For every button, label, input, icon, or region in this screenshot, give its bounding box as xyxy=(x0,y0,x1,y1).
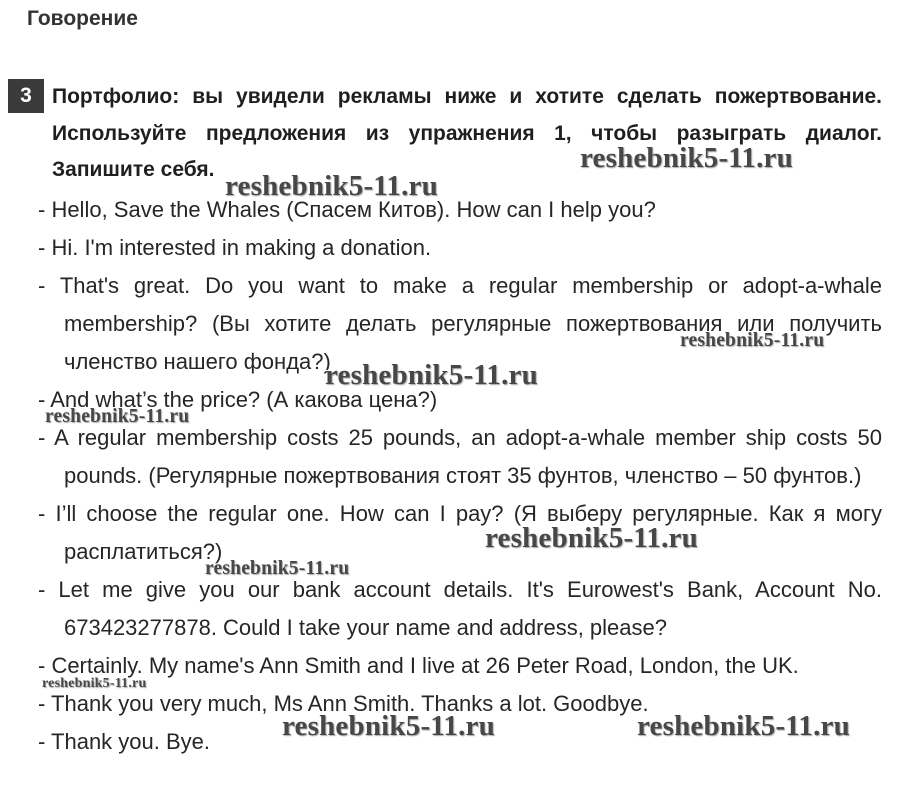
dialogue-item xyxy=(0,571,898,647)
dialogue-line-text: pounds. (Регулярные пожертвования стоят 35 фунтов, членство – 50 фунтов.) xyxy=(64,463,862,488)
watermark: reshebnik5-11.ru xyxy=(580,142,793,174)
task-line: Запишите себя. xyxy=(52,158,215,181)
dialogue-line-text: - And what’s the price? (А какова цена?) xyxy=(38,387,438,412)
dialogue-line-text: - A regular membership costs 25 pounds, an adopt-a-whale member ship costs 50 xyxy=(38,425,882,450)
dialogue-line-text: - Hi. I'm interested in making a donation. xyxy=(38,235,432,260)
dialogue-line-text: - Hello, Save the Whales (Спасем Китов). How can I help you? xyxy=(38,197,656,222)
dialogue-item xyxy=(0,229,898,267)
dialogue-line-text: membership? (Вы хотите делать регулярные пожертвования или получить xyxy=(64,311,882,336)
dialogue-line-text: - That's great. Do you want to make a regular membership or adopt-a-whale xyxy=(38,273,882,298)
dialogue-line-text: - Certainly. My name's Ann Smith and I live at 26 Peter Road, London, the UK. xyxy=(38,653,799,678)
dialogue-line-text: - Let me give you our bank account details. It's Eurowest's Bank, Account No. xyxy=(38,577,882,602)
dialogue-line-text: 673423277878. Could I take your name and address, please? xyxy=(64,615,667,640)
watermark: reshebnik5-11.ru xyxy=(680,330,825,351)
task-line: Используйте предложения из упражнения 1, чтобы разыграть диалог. xyxy=(52,121,882,145)
watermark: reshebnik5-11.ru xyxy=(205,558,350,579)
dialogue-item xyxy=(0,495,898,571)
dialogue-item xyxy=(0,419,898,495)
watermark: reshebnik5-11.ru xyxy=(485,522,698,554)
watermark: reshebnik5-11.ru xyxy=(637,710,850,742)
task-line: Портфолио: вы увидели рекламы ниже и хотите сделать пожертвование. xyxy=(52,85,882,108)
dialogue-line-text: - I’ll choose the regular one. How can I pay? (Я выберу регулярные. Как я могу xyxy=(38,501,882,526)
watermark: reshebnik5-11.ru xyxy=(325,359,538,391)
dialogue-line-text: - Thank you very much, Ms Ann Smith. Thanks a lot. Goodbye. xyxy=(38,691,649,716)
dialogue-line-text: расплатиться?) xyxy=(64,539,223,564)
watermark: reshebnik5-11.ru xyxy=(282,710,495,742)
watermark: reshebnik5-11.ru xyxy=(42,676,147,691)
exercise-number-badge: 3 xyxy=(8,79,44,113)
watermark: reshebnik5-11.ru xyxy=(225,170,438,202)
section-title: Говорение xyxy=(27,7,138,30)
watermark: reshebnik5-11.ru xyxy=(45,406,190,427)
dialogue-line-text: - Thank you. Bye. xyxy=(38,729,211,754)
dialogue-item xyxy=(0,191,898,229)
dialogue-line-text: членство нашего фонда?) xyxy=(64,349,331,374)
